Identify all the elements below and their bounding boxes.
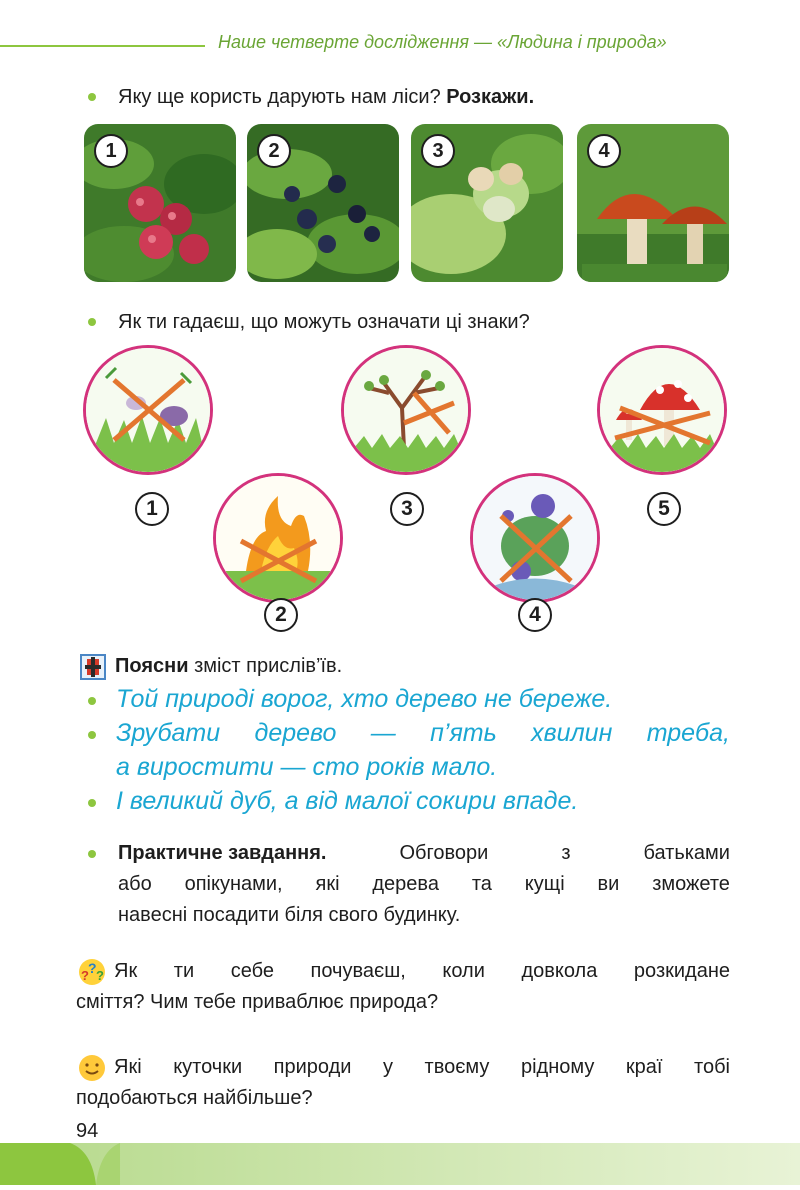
footer-corner xyxy=(0,1143,120,1185)
question-marks-icon xyxy=(78,958,106,986)
bullet xyxy=(88,850,96,858)
proverb-1: Той природі ворог, хто дерево не береже. xyxy=(116,685,613,713)
proverb-3: І великий дуб, а від малої сокири впаде. xyxy=(116,787,579,815)
practical-line-3: навесні посадити біля свого будинку. xyxy=(118,904,461,926)
photo-number: 2 xyxy=(257,134,291,168)
sign-number: 4 xyxy=(518,598,552,632)
sign-no-fire xyxy=(213,473,343,603)
svg-text:?: ? xyxy=(81,968,89,983)
feelings-question-line-1: Як ти себе почуваєш, коли довкола розкидане xyxy=(114,960,730,982)
photo-blueberry xyxy=(247,124,399,282)
practical-line-2: або опікунами, які дерева та кущі ви зможете xyxy=(118,873,730,895)
question-forest-bold: Розкажи. xyxy=(446,86,535,108)
sign-no-animal-harm xyxy=(83,345,213,475)
question-signs: Як ти гадаєш, що можуть означати ці знаки? xyxy=(118,311,530,333)
sign-number: 2 xyxy=(264,598,298,632)
photo-hazelnut xyxy=(411,124,563,282)
photo-number: 1 xyxy=(94,134,128,168)
bullet xyxy=(88,731,96,739)
page-number: 94 xyxy=(76,1120,99,1142)
favorite-places-line-2: подобаються найбільше? xyxy=(76,1087,313,1109)
sign-number: 5 xyxy=(647,492,681,526)
bullet xyxy=(88,799,96,807)
proverb-2-line-2: а виростити — сто років мало. xyxy=(116,753,498,781)
sign-no-kicking-mushrooms xyxy=(597,345,727,475)
proverb-2-line-1: Зрубати дерево — п’ять хвилин треба, xyxy=(116,719,730,747)
photo-number: 3 xyxy=(421,134,455,168)
photo-raspberry xyxy=(84,124,236,282)
practical-line-1: Практичне завдання. Обговори з батьками xyxy=(118,842,730,864)
bullet xyxy=(88,697,96,705)
sign-no-breaking-branches xyxy=(341,345,471,475)
sign-number: 1 xyxy=(135,492,169,526)
header-title: Наше четверте дослідження — «Людина і природа» xyxy=(218,32,667,52)
bullet xyxy=(88,318,96,326)
photo-mushroom xyxy=(577,124,729,282)
svg-text:?: ? xyxy=(96,968,104,983)
smiley-icon xyxy=(78,1054,106,1082)
sign-number: 3 xyxy=(390,492,424,526)
feelings-question-line-2: сміття? Чим тебе приваблює природа? xyxy=(76,991,439,1013)
embroidery-icon xyxy=(80,654,106,680)
photo-number: 4 xyxy=(587,134,621,168)
footer-band xyxy=(0,1143,800,1185)
explain-line: Поясни зміст прислів’їв. xyxy=(115,655,343,677)
sign-no-picking-flowers xyxy=(470,473,600,603)
header-rule xyxy=(0,45,205,47)
bullet xyxy=(88,93,96,101)
favorite-places-line-1: Які куточки природи у твоєму рідному краї тобі xyxy=(114,1056,730,1078)
question-forest: Яку ще користь дарують нам ліси? Розкажи. xyxy=(118,86,535,108)
svg-text:?: ? xyxy=(88,960,97,976)
